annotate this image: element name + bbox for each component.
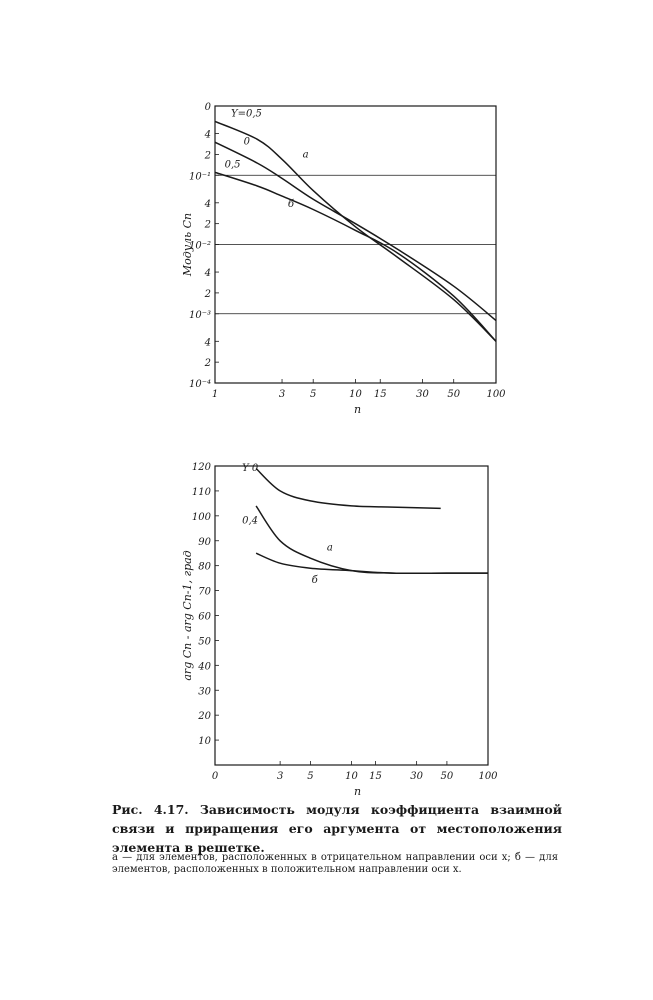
- curve-label: б: [287, 198, 294, 210]
- x-tick-label: 3: [276, 771, 284, 782]
- x-axis-label: n: [353, 403, 362, 416]
- x-tick-label: 3: [278, 389, 286, 400]
- curve-label: 0,5: [224, 159, 241, 171]
- y-axis-label: arg Cn - arg Cn-1, град: [181, 550, 194, 681]
- x-tick-label: 100: [478, 771, 498, 782]
- y-tick-label: 90: [198, 536, 211, 548]
- y-tick-label: 50: [198, 636, 211, 648]
- x-tick-label: 15: [373, 389, 387, 400]
- y-tick-label: 110: [191, 486, 211, 498]
- y-tick-label: 2: [204, 358, 211, 370]
- curve-label: 0: [243, 136, 251, 148]
- y-axis-label: Модуль Cn: [181, 212, 194, 277]
- y-tick-label: 60: [198, 611, 211, 623]
- x-tick-label: 50: [440, 771, 454, 782]
- figure-note: а — для элементов, расположенных в отрицательном направлении оси x; б — для элементов, расположенных в положительном направлении оси x.: [112, 852, 558, 875]
- y-tick-label: 10⁻²: [188, 240, 211, 252]
- y-tick-label: 10⁻⁴: [188, 379, 211, 390]
- y-tick-label: 30: [198, 686, 211, 698]
- y-tick-label: 120: [191, 462, 211, 473]
- figure-caption: Рис. 4.17. Зависимость модуля коэффициента взаимной связи и приращения его аргумента от местоположения элемента в решетке.: [112, 802, 562, 855]
- x-tick-label: 10: [349, 389, 362, 400]
- x-tick-label: 30: [416, 389, 429, 400]
- curve-label: 0,4: [242, 515, 259, 527]
- chart-modulus: [181, 102, 506, 416]
- y-tick-label: 4: [204, 129, 211, 141]
- y-tick-label: 70: [198, 586, 211, 598]
- series-line-1: [256, 469, 441, 509]
- x-tick-label: 10: [345, 771, 358, 782]
- x-tick-label: 30: [410, 771, 423, 782]
- x-tick-label: 50: [447, 389, 461, 400]
- x-tick-label: 15: [369, 771, 382, 782]
- y-tick-label: 4: [204, 268, 211, 280]
- x-tick-label: 0: [211, 771, 219, 782]
- curve-label: а: [302, 149, 309, 161]
- x-tick-label: 5: [310, 389, 317, 400]
- y-tick-label: 4: [204, 198, 211, 210]
- chart-argument-increment: [181, 462, 498, 798]
- curve-label: Y=0,5: [231, 108, 262, 120]
- x-axis-label: n: [353, 785, 362, 798]
- curve-label: а: [326, 542, 333, 554]
- y-tick-label: 0: [204, 102, 211, 113]
- y-tick-label: 10: [198, 736, 211, 748]
- y-tick-label: 2: [204, 219, 211, 231]
- x-tick-label: 1: [211, 389, 219, 400]
- series-line-3: [256, 553, 488, 573]
- y-tick-label: 4: [204, 337, 211, 349]
- series-line-2: [215, 142, 496, 320]
- y-tick-label: 2: [204, 150, 211, 162]
- y-tick-label: 40: [198, 661, 211, 673]
- y-tick-label: 20: [198, 711, 211, 723]
- plot-frame: [215, 466, 488, 765]
- y-tick-label: 10⁻¹: [188, 171, 211, 183]
- series-line-1: [215, 121, 496, 341]
- curve-label: б: [311, 575, 318, 587]
- series-line-2: [256, 506, 488, 573]
- x-tick-label: 5: [307, 771, 314, 782]
- series-line-3: [215, 172, 496, 341]
- curve-label: Y 0: [242, 462, 259, 474]
- y-tick-label: 100: [191, 511, 211, 523]
- y-tick-label: 80: [198, 561, 211, 573]
- y-tick-label: 2: [204, 288, 211, 300]
- y-tick-label: 10⁻³: [188, 309, 211, 321]
- x-tick-label: 100: [486, 389, 506, 400]
